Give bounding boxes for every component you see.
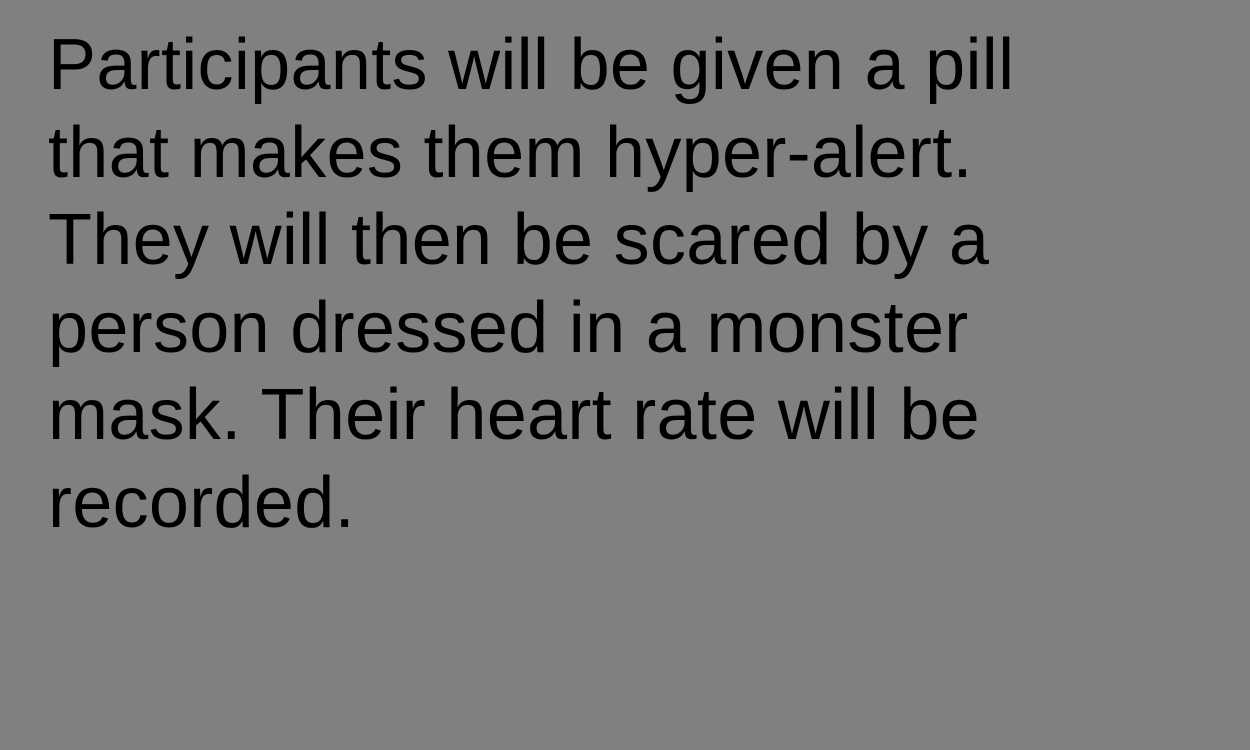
passage-line-3: They will then be scared by a xyxy=(48,200,990,280)
passage-line-1: Participants will be given a pill xyxy=(48,25,1015,105)
passage-line-4: person dressed in a monster xyxy=(48,287,969,368)
scenario-passage xyxy=(48,22,1228,547)
passage-line-2: that makes them hyper-alert. xyxy=(48,112,973,193)
passage-line-5: mask. Their heart rate will be xyxy=(48,375,981,455)
passage-line-6: recorded. xyxy=(48,462,355,543)
